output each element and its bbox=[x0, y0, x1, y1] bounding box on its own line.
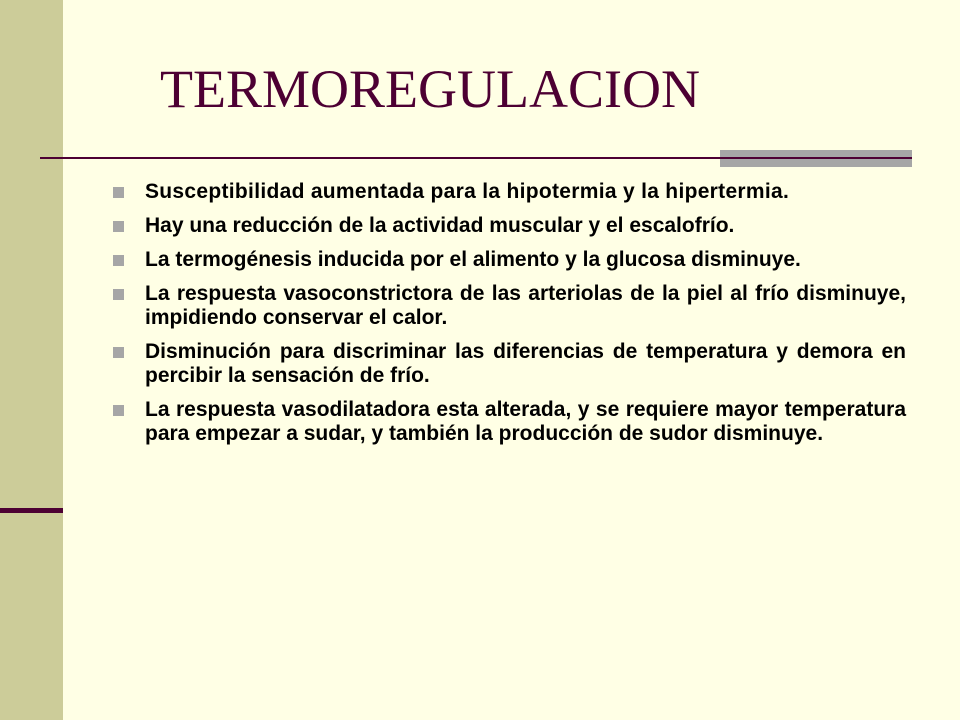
bullet-list bbox=[110, 180, 906, 456]
square-bullet-icon bbox=[113, 187, 124, 198]
bullet-item bbox=[110, 248, 906, 272]
bullet-text: La respuesta vasoconstrictora de las arteriolas de la piel al frío disminuye, impidiendo conservar el calor. bbox=[145, 282, 906, 329]
bullet-text: La respuesta vasodilatadora esta alterada, y se requiere mayor temperatura para empezar a sudar, y también la producción de sudor disminuye. bbox=[145, 398, 906, 445]
slide-title: TERMOREGULACION bbox=[160, 59, 700, 119]
bullet-item bbox=[110, 340, 906, 388]
left-bar-accent-line bbox=[0, 508, 63, 513]
bullet-item bbox=[110, 282, 906, 330]
square-bullet-icon bbox=[113, 255, 124, 266]
square-bullet-icon bbox=[113, 347, 124, 358]
square-bullet-icon bbox=[113, 221, 124, 232]
bullet-text: Disminución para discriminar las diferencias de temperatura y demora en percibir la sensación de frío. bbox=[145, 340, 906, 387]
square-bullet-icon bbox=[113, 405, 124, 416]
bullet-text: Hay una reducción de la actividad muscular y el escalofrío. bbox=[145, 214, 735, 237]
bullet-item bbox=[110, 214, 906, 238]
bullet-text: La termogénesis inducida por el alimento y la glucosa disminuye. bbox=[145, 248, 801, 271]
title-divider-accent bbox=[720, 150, 912, 167]
bullet-text: Susceptibilidad aumentada para la hipotermia y la hipertermia. bbox=[145, 180, 790, 203]
left-decorative-bar bbox=[0, 0, 63, 720]
bullet-item bbox=[110, 180, 906, 204]
bullet-item bbox=[110, 398, 906, 446]
square-bullet-icon bbox=[113, 289, 124, 300]
